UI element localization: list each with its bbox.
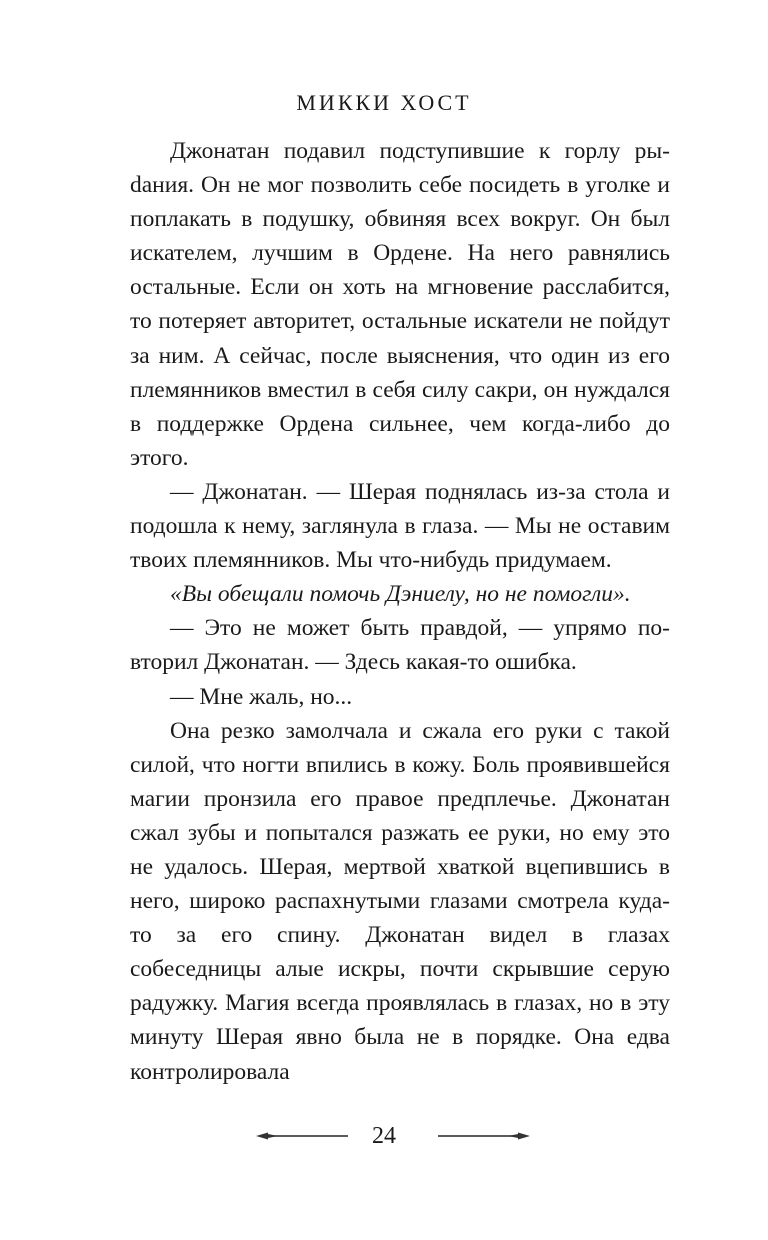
page-footer [0, 1118, 768, 1158]
paragraph: Она резко замолчала и сжала его руки с такой силой, что ногти впились в кожу. Боль проявившейся магии пронзила его правое предплечье. Джонатан сжал зубы и попытался разжать ее руки, но ему это не удалось. Шерая, мертвой хваткой вцепившись в него, широко распахнутыми глазами смотрела куда-то за его спину. Джонатан видел в глазах собеседницы алые искры, почти скрывшие серую радужку. Магия всегда проявлялась в глазах, но в эту минуту Шерая явно была не в порядке. Она едва контролировала [130, 717, 670, 1085]
body-text [130, 134, 670, 1089]
page-number: 24 [372, 1123, 396, 1149]
paragraph-italic: «Вы обещали помочь Дэниелу, но не помогли». [170, 581, 631, 608]
right-ornament-icon [438, 1131, 530, 1141]
paragraph: — Джонатан. — Шерая поднялась из-за стола и подошла к нему, заглянула в глаза. — Мы не оставим твоих племянников. Мы что-нибудь придумаем. [130, 478, 670, 574]
paragraph: — Это не может быть правдой, — упрямо повторил Джонатан. — Здесь какая-то ошибка. [130, 615, 670, 676]
running-head-title: МИККИ ХОСТ [296, 90, 472, 115]
paragraph: — Мне жаль, но... [170, 683, 353, 710]
paragraph: Джонатан подавил подступившие к горлу рыdания. Он не мог позволить себе посидеть в уголке и поплакать в подушку, обвиняя всех вокруг. Он был искателем, лучшим в Ордене. На него равнялись остальные. Если он хоть на мгновение расслабится, то потеряет авторитет, остальные искатели не пойдут за ним. А сейчас, после выяснения, что один из его племянников вместил в себя силу сакри, он нуждался в поддержке Ордена сильнее, чем когда-либо до этого. [130, 138, 670, 471]
